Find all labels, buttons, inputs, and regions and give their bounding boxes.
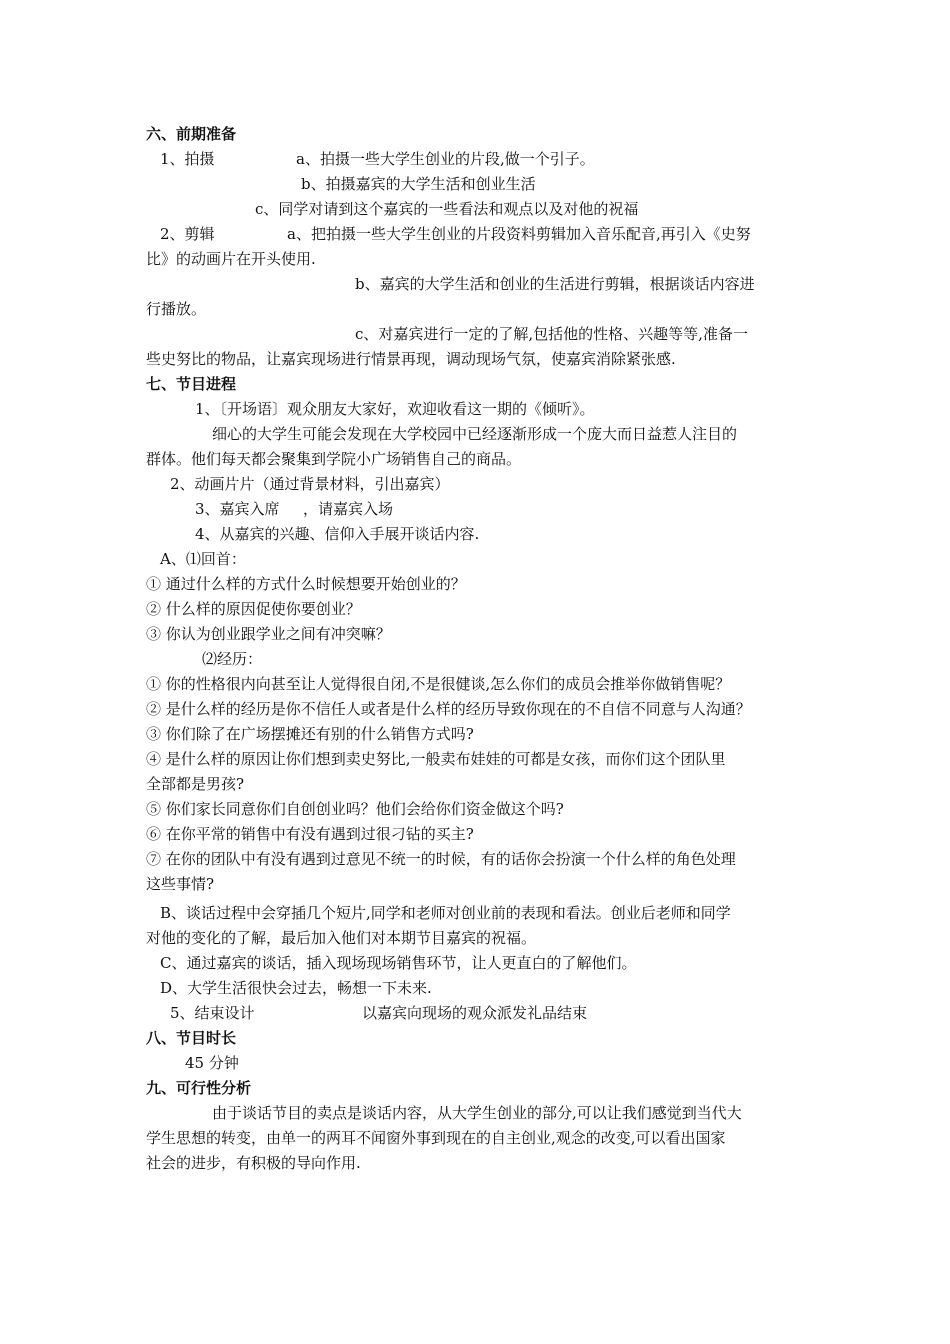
experience-q4-line2: 全部都是男孩? [146,775,245,793]
section-6-heading: 六、前期准备 [146,125,237,143]
editing-item-a-line2: 比》的动画片在开头使用. [146,250,316,268]
ending-design-text: 以嘉宾向现场的观众派发礼品结束 [362,1004,588,1022]
guest-enters-line-a: 3、嘉宾入席 [195,500,280,518]
filming-item-a: a、拍摄一些大学生创业的片段,做一个引子。 [296,150,595,168]
filming-item-c: c、同学对请到这个嘉宾的一些看法和观点以及对他的祝福 [255,200,639,218]
experience-q6: ⑥ 在你平常的销售中有没有遇到过很刁钻的买主? [146,825,474,843]
section-7-heading: 七、节目进程 [146,375,237,393]
conversation-start-line: 4、从嘉宾的兴趣、信仰入手展开谈话内容. [195,525,480,543]
experience-q4-line1: ④ 是什么样的原因让你们想到卖史努比,一般卖布娃娃的可都是女孩，而你们这个团队里 [146,750,726,768]
filming-item-b: b、拍摄嘉宾的大学生活和创业生活 [301,175,536,193]
experience-q7-line2: 这些事情? [146,875,215,893]
item-filming-label: 1、拍摄 [160,150,215,168]
animation-line: 2、动画片片（通过背景材料，引出嘉宾） [170,475,450,493]
program-duration: 45 分钟 [185,1054,239,1072]
editing-item-c-line2: 些史努比的物品，让嘉宾现场进行情景再现，调动现场气氛，使嘉宾消除紧张感. [146,350,676,368]
section-8-heading: 八、节目时长 [146,1029,237,1047]
experience-title: ⑵经历： [202,650,263,668]
item-editing-label: 2、剪辑 [160,225,215,243]
section-9-heading: 九、可行性分析 [146,1079,252,1097]
part-d-line: D、大学生活很快会过去，畅想一下未来. [160,979,432,997]
part-c-line: C、通过嘉宾的谈话，插入现场现场销售环节，让人更直白的了解他们。 [160,954,637,972]
question-a3: ③ 你认为创业跟学业之间有冲突嘛？ [146,625,391,643]
feasibility-line3: 社会的进步，有积极的导向作用. [146,1154,361,1172]
feasibility-line1: 由于谈话节目的卖点是谈话内容，从大学生创业的部分,可以让我们感觉到当代大 [212,1104,742,1122]
experience-q2: ② 是什么样的经历是你不信任人或者是什么样的经历导致你现在的不自信不同意与人沟通？ [146,700,751,718]
guest-enters-line-b: ，请嘉宾入场 [303,500,394,518]
opening-line: 1、〔开场语〕观众朋友大家好，欢迎收看这一期的《倾听》。 [195,400,595,418]
editing-item-c-line1: c、对嘉宾进行一定的了解,包括他的性格、兴趣等等,准备一 [355,325,748,343]
feasibility-line2: 学生思想的转变，由单一的两耳不闻窗外事到现在的自主创业,观念的改变,可以看出国家 [146,1129,726,1147]
question-a2: ② 什么样的原因促使你要创业？ [146,600,361,618]
part-b-line1: B、谈话过程中会穿插几个短片,同学和老师对创业前的表现和看法。创业后老师和同学 [160,904,731,922]
editing-item-a-line1: a、把拍摄一些大学生创业的片段资料剪辑加入音乐配音,再引入《史努 [287,225,751,243]
part-b-line2: 对他的变化的了解，最后加入他们对本期节目嘉宾的祝福。 [146,929,537,947]
experience-q3: ③ 你们除了在广场摆摊还有别的什么销售方式吗? [146,725,474,743]
editing-item-b-line2: 行播放。 [146,300,207,318]
experience-q1: ① 你的性格很内向甚至让人觉得很自闭,不是很健谈,怎么你们的成员会推举你做销售呢？ [146,675,731,693]
ending-design-label: 5、结束设计 [170,1004,255,1022]
experience-q5: ⑤ 你们家长同意你们自创创业吗？他们会给你们资金做这个吗? [146,800,564,818]
editing-item-b-line1: b、嘉宾的大学生活和创业的生活进行剪辑，根据谈话内容进 [355,275,755,293]
opening-body-line1: 细心的大学生可能会发现在大学校园中已经逐渐形成一个庞大而日益惹人注目的 [212,425,738,443]
question-a1: ① 通过什么样的方式什么时候想要开始创业的？ [146,575,466,593]
opening-body-line2: 群体。他们每天都会聚集到学院小广场销售自己的商品。 [146,450,522,468]
experience-q7-line1: ⑦ 在你的团队中有没有遇到过意见不统一的时候，有的话你会扮演一个什么样的角色处理 [146,850,736,868]
part-a-title: A、⑴回首： [160,550,246,568]
